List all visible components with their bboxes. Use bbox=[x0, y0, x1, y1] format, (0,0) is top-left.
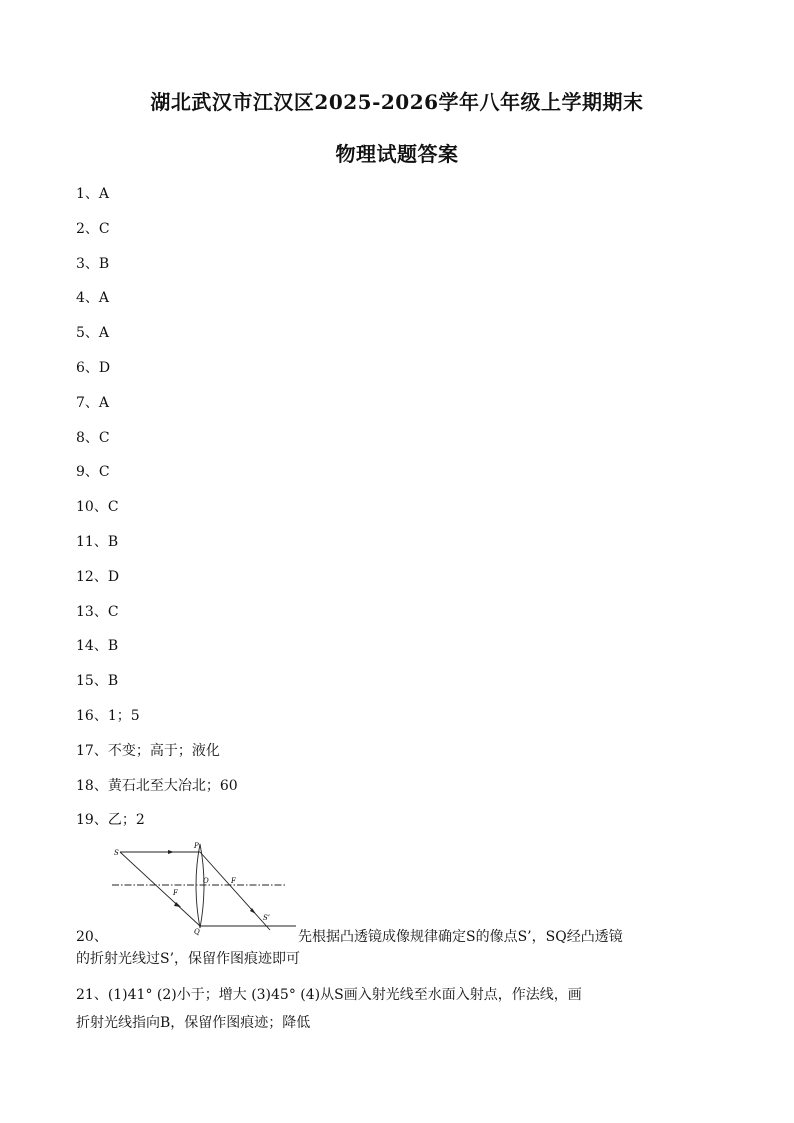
convex-lens bbox=[196, 844, 204, 928]
answer-item: 7、A bbox=[76, 394, 110, 411]
q21-answer-line2: 折射光线指向B，保留作图痕迹；降低 bbox=[76, 1015, 311, 1031]
label-o: O bbox=[203, 877, 209, 885]
document-subtitle: 物理试题答案 bbox=[335, 142, 459, 166]
ray-p-to-s-prime bbox=[200, 852, 270, 930]
label-p: P bbox=[194, 842, 199, 850]
answer-item: 18、黄石北至大冶北；60 bbox=[76, 777, 238, 794]
label-f-right: F bbox=[231, 877, 236, 885]
label-s: S bbox=[114, 849, 119, 857]
document-title: 湖北武汉市江汉区2025-2026学年八年级上学期期末 bbox=[150, 90, 644, 114]
lens-ray-diagram bbox=[110, 838, 300, 938]
answer-item: 5、A bbox=[76, 325, 110, 342]
label-f-left: F bbox=[173, 889, 178, 897]
answer-item: 16、1；5 bbox=[76, 707, 140, 724]
answer-item: 17、不变；高于；液化 bbox=[76, 742, 220, 759]
q20-number: 20、 bbox=[76, 929, 108, 945]
q20-explanation-line2: 的折射光线过S’，保留作图痕迹即可 bbox=[76, 951, 301, 967]
answer-item: 3、B bbox=[76, 255, 110, 272]
answer-item: 14、B bbox=[76, 638, 119, 655]
q21-answer-line1: 21、(1)41° (2)小于；增大 (3)45° (4)从S画入射光线至水面入射点，作法线，画 bbox=[76, 987, 582, 1003]
label-q: Q bbox=[194, 928, 200, 936]
answer-item: 4、A bbox=[76, 290, 110, 307]
answer-item: 12、D bbox=[76, 568, 120, 585]
answer-item: 2、C bbox=[76, 220, 110, 237]
answer-item: 13、C bbox=[76, 603, 119, 620]
answer-item: 15、B bbox=[76, 673, 119, 690]
label-s-prime: S’ bbox=[263, 914, 271, 922]
answer-list bbox=[76, 184, 676, 845]
answer-item: 11、B bbox=[76, 533, 119, 550]
ray-s-to-q bbox=[120, 852, 200, 926]
answer-item: 1、A bbox=[76, 186, 110, 202]
answer-item: 8、C bbox=[76, 429, 110, 446]
answer-item: 9、C bbox=[76, 464, 110, 481]
answer-item: 6、D bbox=[76, 359, 111, 376]
answer-item: 10、C bbox=[76, 499, 119, 516]
answer-item: 19、乙；2 bbox=[76, 812, 145, 829]
q20-explanation-line1: 先根据凸透镜成像规律确定S的像点S’，SQ经凸透镜 bbox=[298, 929, 623, 945]
